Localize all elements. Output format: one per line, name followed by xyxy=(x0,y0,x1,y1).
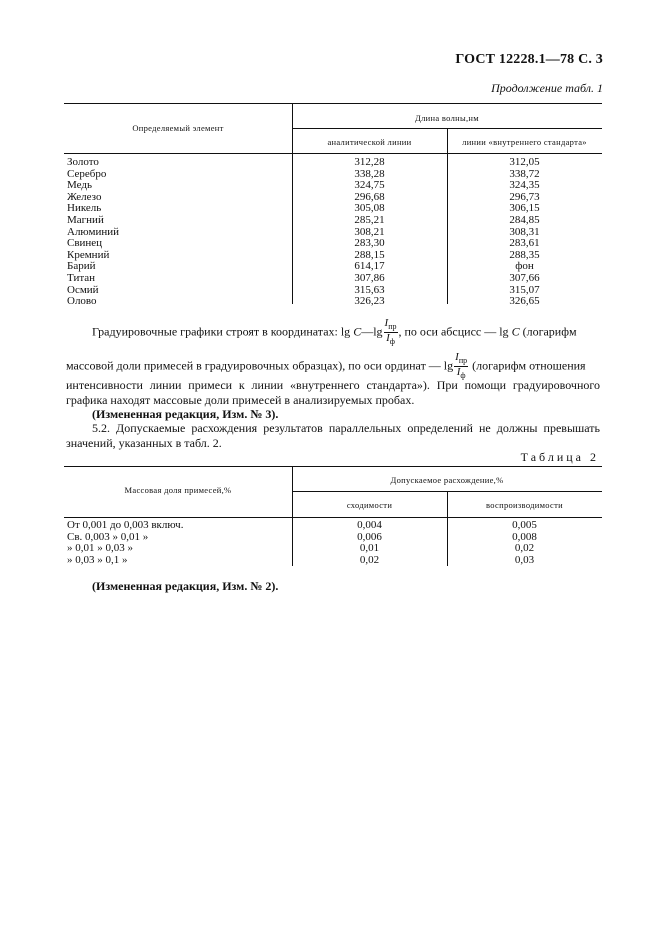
cell-element: Осмий xyxy=(67,283,99,296)
cell-analytical: 315,63 xyxy=(354,283,385,296)
cell-internal: 284,85 xyxy=(509,213,540,226)
paragraph-5-2: 5.2. Допускаемые расхождения результатов параллельных определений не должны превышать значений, указанных в табл. 2. xyxy=(66,421,600,450)
frac-denominator: I xyxy=(456,366,461,379)
cell-element: Барий xyxy=(67,260,96,273)
col-wavelength-header: Длина волны,нм xyxy=(415,113,479,123)
paragraph-coordinates xyxy=(92,318,600,347)
text-segment: Градуировочные графики строят в координатах: lg xyxy=(92,324,354,339)
text-segment: (логарифм xyxy=(519,324,577,339)
intensity-fraction xyxy=(384,318,398,347)
cell-internal: 288,35 xyxy=(509,248,540,261)
col-mass-header: Массовая доля примесей,% xyxy=(124,485,232,495)
cell-internal: 315,07 xyxy=(509,283,540,296)
cell-element: Магний xyxy=(67,213,104,226)
formula-symbol: C xyxy=(511,324,520,339)
cell-internal: 324,35 xyxy=(509,179,540,192)
col-allowed-header: Допускаемое расхождение,% xyxy=(390,475,504,485)
cell-range: От 0,001 до 0,003 включ. xyxy=(67,519,184,531)
formula-symbol: C xyxy=(353,324,362,339)
frac-numerator-sub: пр xyxy=(388,322,397,332)
table-row xyxy=(64,157,602,169)
revision-note-3: (Измененная редакция, Изм. № 3). xyxy=(92,407,279,421)
cell-analytical: 288,15 xyxy=(354,248,385,261)
cell-element: Железо xyxy=(67,190,102,203)
cell-element: Олово xyxy=(67,295,97,308)
col-repro-header: воспроизводимости xyxy=(486,500,563,510)
cell-convergence: 0,004 xyxy=(357,519,382,531)
cell-element: Никель xyxy=(67,202,102,215)
cell-internal: 312,05 xyxy=(509,156,540,168)
table-continuation-label: Продолжение табл. 1 xyxy=(491,81,603,95)
cell-element: Свинец xyxy=(67,237,103,250)
text-segment: —lg xyxy=(361,324,383,339)
frac-denominator: I xyxy=(386,332,390,345)
cell-internal: 283,61 xyxy=(509,237,540,250)
cell-internal: фон xyxy=(515,260,534,273)
table-row xyxy=(64,520,602,532)
table-row xyxy=(64,215,602,227)
col-analytical-header: аналитической линии xyxy=(327,137,412,147)
cell-reproducibility: 0,03 xyxy=(514,553,535,566)
paragraph-ordinate xyxy=(66,352,600,381)
intensity-fraction-2 xyxy=(454,352,468,381)
frac-numerator: I xyxy=(384,317,389,329)
cell-convergence: 0,01 xyxy=(359,542,380,555)
cell-internal: 326,65 xyxy=(509,295,540,308)
cell-analytical: 307,86 xyxy=(354,271,385,284)
table-2-body xyxy=(64,520,602,566)
cell-reproducibility: 0,005 xyxy=(512,519,537,531)
page-header: ГОСТ 12228.1—78 С. 3 xyxy=(455,52,603,67)
text-segment: массовой доли примесей в градуировочных образцах), по оси ординат — lg xyxy=(66,358,454,373)
cell-analytical: 324,75 xyxy=(354,179,385,192)
cell-range: » 0,01 » 0,03 » xyxy=(67,542,133,555)
cell-reproducibility: 0,02 xyxy=(514,542,535,555)
cell-range: » 0,03 » 0,1 » xyxy=(67,553,128,566)
cell-internal: 307,66 xyxy=(509,271,540,284)
cell-reproducibility: 0,008 xyxy=(512,530,537,543)
col-element-header: Определяемый элемент xyxy=(132,123,224,133)
table-row xyxy=(64,555,602,567)
cell-analytical: 326,23 xyxy=(354,295,385,308)
cell-element: Серебро xyxy=(67,167,107,180)
cell-analytical: 614,17 xyxy=(354,260,385,273)
table-row xyxy=(64,238,602,250)
cell-analytical: 283,30 xyxy=(354,237,385,250)
cell-analytical: 305,08 xyxy=(354,202,385,215)
cell-internal: 338,72 xyxy=(509,167,540,180)
cell-convergence: 0,006 xyxy=(357,530,382,543)
paragraph-intensity: интенсивности линии примеси к линии «внутреннего стандарта»). При помощи градуировочного графика находят массовые доли примесей в анализируемых пробах. xyxy=(66,378,600,407)
frac-numerator-sub: пр xyxy=(458,356,468,366)
table-row xyxy=(64,273,602,285)
cell-internal: 306,15 xyxy=(509,202,540,215)
frac-denominator-sub: ф xyxy=(460,371,466,381)
text-segment: (логарифм отношения xyxy=(469,358,586,373)
cell-element: Золото xyxy=(67,156,99,168)
table-row xyxy=(64,296,602,308)
cell-element: Кремний xyxy=(67,248,110,261)
cell-analytical: 296,68 xyxy=(354,190,385,203)
cell-analytical: 308,21 xyxy=(354,225,385,238)
cell-analytical: 338,28 xyxy=(354,167,385,180)
cell-element: Медь xyxy=(67,179,92,192)
col-internal-header: линии «внутреннего стандарта» xyxy=(462,137,587,147)
frac-numerator: I xyxy=(455,351,459,363)
revision-note-2: (Измененная редакция, Изм. № 2). xyxy=(92,579,279,593)
cell-internal: 308,31 xyxy=(509,225,540,238)
table-1-body xyxy=(64,157,602,308)
cell-internal: 296,73 xyxy=(509,190,540,203)
cell-analytical: 285,21 xyxy=(354,213,385,226)
cell-analytical: 312,28 xyxy=(354,156,385,168)
cell-convergence: 0,02 xyxy=(359,553,380,566)
text-segment: , по оси абсцисс — lg xyxy=(398,324,512,339)
cell-element: Титан xyxy=(67,271,96,284)
table-2-caption: Таблица 2 xyxy=(520,450,599,464)
col-conv-header: сходимости xyxy=(346,500,393,510)
cell-element: Алюминий xyxy=(67,225,120,238)
cell-range: Св. 0,003 » 0,01 » xyxy=(67,530,149,543)
frac-denominator-sub: ф xyxy=(389,337,395,347)
